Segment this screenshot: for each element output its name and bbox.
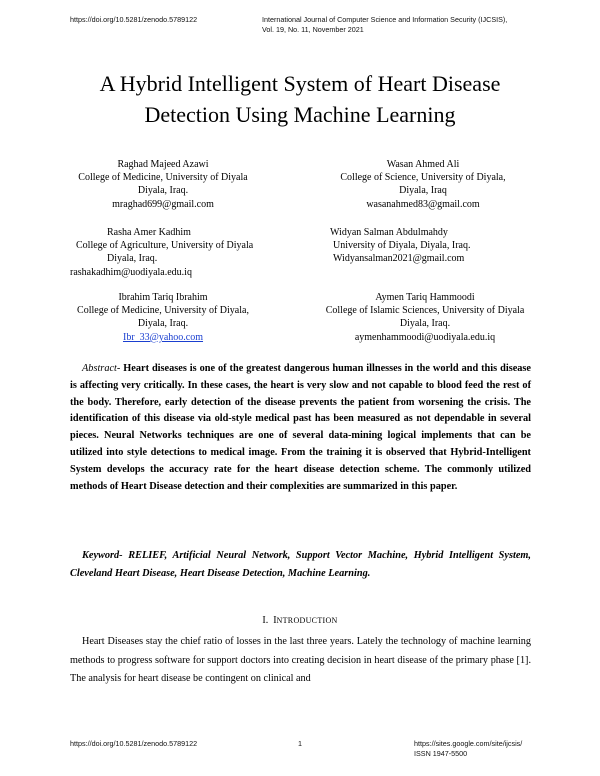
abstract-text: Heart diseases is one of the greatest dangerous human illnesses in the world and this disease is affecting very critically. In these cases, the heart is very slow and not capable to blood feed the rest of the body. Therefore, early detection of the disease prevents the patient from worsening the crisis. The identification of this disease via old-style medical past has been measured as not dependable in several pieces. Neural Networks techniques are one of several data-mining logical implements that can be utilized into style detections to medical image. From the training it is observed that Hybrid-Intelligent System develops the accuracy rate for the heart disease detection scheme. The commonly utilized methods of Heart Disease detection and their complexities are summarized in this paper. bbox=[70, 363, 531, 492]
author-email: mraghad699@gmail.com bbox=[112, 198, 214, 210]
author-affiliation: College of Medicine, University of Diyala bbox=[78, 172, 248, 184]
author-block-6 bbox=[310, 291, 540, 344]
intro-text: Heart Diseases stay the chief ratio of losses in the last three years. Lately the technology of machine learning methods to progress software for support doctors into creating decision in heart disease of the primary phase [1]. The analysis for heart disease be contingent on clinical and bbox=[70, 636, 531, 684]
intro-paragraph bbox=[70, 633, 531, 689]
author-name: Wasan Ahmed Ali bbox=[386, 159, 460, 170]
paper-title-line2: Detection Using Machine Learning bbox=[144, 102, 456, 127]
author-email: wasanahmed83@gmail.com bbox=[366, 198, 480, 210]
author-block-1 bbox=[63, 158, 263, 211]
keywords bbox=[70, 547, 531, 583]
section-title-rest: NTRODUCTION bbox=[276, 616, 338, 625]
header-journal bbox=[262, 15, 507, 35]
header-journal-line2: Vol. 19, No. 11, November 2021 bbox=[262, 25, 364, 34]
author-block-4 bbox=[330, 226, 530, 266]
author-email: Widyansalman2021@gmail.com bbox=[333, 253, 465, 265]
section-heading bbox=[0, 614, 600, 628]
author-location: Diyala, Iraq. bbox=[107, 253, 158, 265]
author-name: Aymen Tariq Hammoodi bbox=[375, 292, 475, 303]
author-affiliation: University of Diyala, Diyala, Iraq. bbox=[333, 240, 471, 252]
author-name: Rasha Amer Kadhim bbox=[107, 227, 191, 238]
footer-doi: https://doi.org/10.5281/zenodo.5789122 bbox=[70, 739, 198, 748]
footer-site-url: https://sites.google.com/site/ijcsis/ bbox=[414, 739, 523, 748]
author-block-3 bbox=[70, 226, 290, 279]
author-name: Ibrahim Tariq Ibrahim bbox=[118, 292, 208, 303]
author-location: Diyala, Iraq. bbox=[137, 318, 189, 330]
author-block-2 bbox=[318, 158, 528, 211]
author-name: Raghad Majeed Azawi bbox=[117, 159, 209, 170]
abstract bbox=[70, 361, 531, 495]
section-number: I. bbox=[262, 615, 269, 626]
author-email: rashakadhim@uodiyala.edu.iq bbox=[70, 266, 192, 278]
section-initial: I bbox=[273, 615, 277, 626]
author-email: aymenhammoodi@uodiyala.edu.iq bbox=[354, 331, 496, 343]
footer-site bbox=[414, 739, 522, 759]
author-location: Diyala, Iraq. bbox=[399, 318, 451, 330]
keywords-text: RELIEF, Artificial Neural Network, Support Vector Machine, Hybrid Intelligent System, Cleveland Heart Disease, Heart Disease Detection, Machine Learning. bbox=[70, 550, 532, 579]
author-affiliation: College of Science, University of Diyala, bbox=[340, 172, 506, 184]
keywords-label: Keyword- bbox=[82, 550, 123, 561]
author-email-link[interactable]: Ibr_33@yahoo.com bbox=[122, 331, 204, 343]
paper-title bbox=[0, 68, 600, 130]
author-location: Diyala, Iraq bbox=[399, 185, 447, 197]
author-affiliation: College of Agriculture, University of Diyala bbox=[76, 240, 254, 252]
author-block-5 bbox=[58, 291, 268, 344]
author-name: Widyan Salman Abdulmahdy bbox=[330, 227, 448, 238]
author-affiliation: College of Islamic Sciences, University of Diyala bbox=[325, 305, 525, 317]
header-doi: https://doi.org/10.5281/zenodo.5789122 bbox=[70, 15, 198, 24]
page-number: 1 bbox=[298, 739, 302, 748]
abstract-label: Abstract- bbox=[82, 363, 121, 374]
footer-issn: ISSN 1947-5500 bbox=[414, 749, 468, 758]
header-journal-line1: International Journal of Computer Science and Information Security (IJCSIS), bbox=[262, 15, 508, 24]
author-affiliation: College of Medicine, University of Diyala, bbox=[77, 305, 249, 317]
paper-title-line1: A Hybrid Intelligent System of Heart Disease bbox=[99, 71, 501, 96]
author-location: Diyala, Iraq. bbox=[137, 185, 189, 197]
